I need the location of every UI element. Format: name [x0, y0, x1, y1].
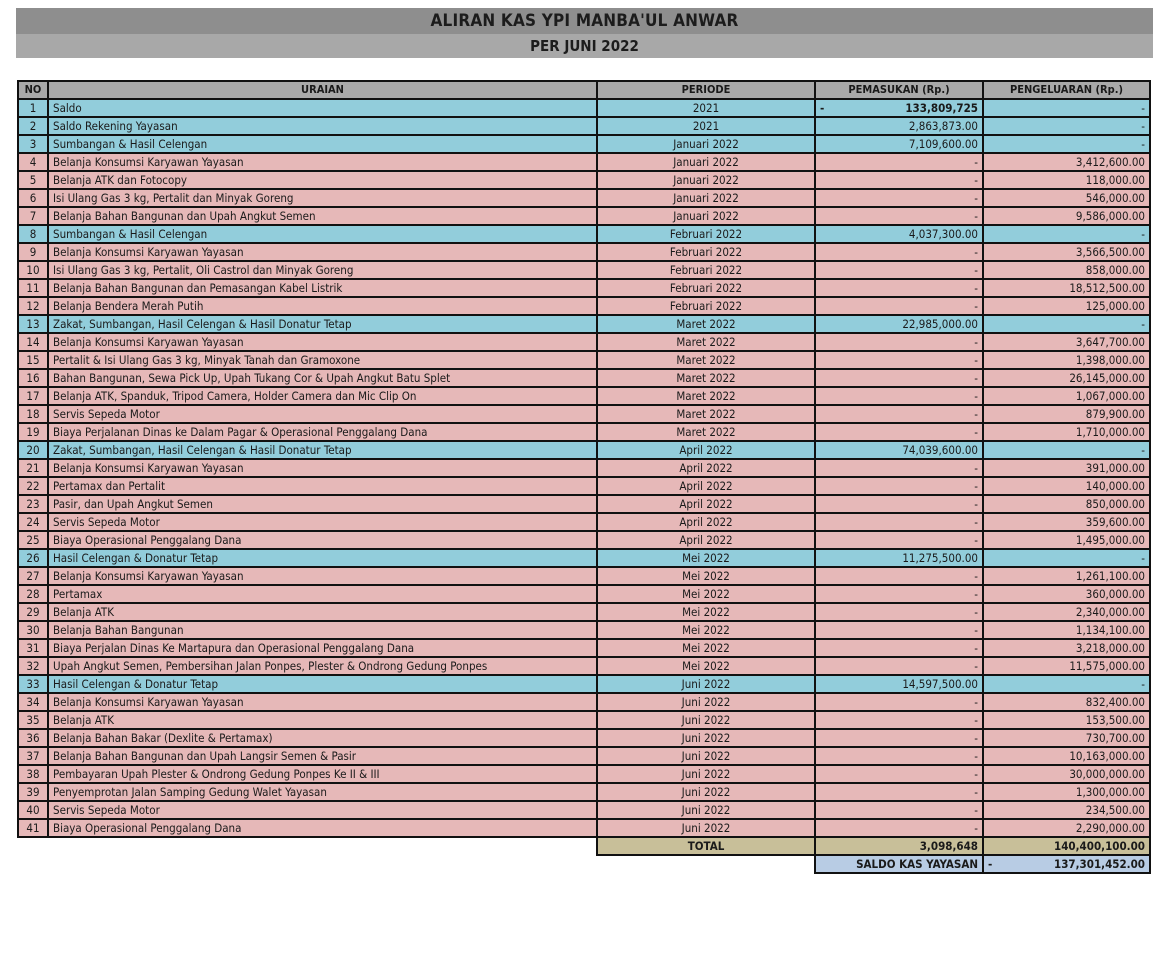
row-uraian: Pembayaran Upah Plester & Ondrong Gedung Ponpes Ke II & III [48, 765, 597, 783]
row-periode: Februari 2022 [597, 225, 815, 243]
row-pemasukan: - [815, 801, 983, 819]
row-pemasukan: 2,863,873.00 [815, 117, 983, 135]
row-periode: Mei 2022 [597, 567, 815, 585]
table-row [18, 621, 1150, 639]
row-pengeluaran: - [983, 99, 1150, 117]
row-pemasukan: - [815, 369, 983, 387]
row-no: 25 [18, 531, 48, 549]
table-row [18, 747, 1150, 765]
row-periode: Juni 2022 [597, 675, 815, 693]
table-row [18, 801, 1150, 819]
row-pemasukan: - [815, 693, 983, 711]
row-pemasukan [815, 99, 983, 117]
row-pengeluaran: 10,163,000.00 [983, 747, 1150, 765]
row-pemasukan: - [815, 387, 983, 405]
row-uraian: Biaya Operasional Penggalang Dana [48, 531, 597, 549]
row-pengeluaran: 858,000.00 [983, 261, 1150, 279]
table-row [18, 261, 1150, 279]
row-no: 18 [18, 405, 48, 423]
row-uraian: Servis Sepeda Motor [48, 513, 597, 531]
row-no: 30 [18, 621, 48, 639]
row-periode: Juni 2022 [597, 693, 815, 711]
row-pengeluaran: 359,600.00 [983, 513, 1150, 531]
row-pemasukan: - [815, 261, 983, 279]
row-no: 40 [18, 801, 48, 819]
row-pemasukan: - [815, 819, 983, 837]
row-pengeluaran: 30,000,000.00 [983, 765, 1150, 783]
row-uraian: Biaya Perjalanan Dinas ke Dalam Pagar & Operasional Penggalang Dana [48, 423, 597, 441]
row-pemasukan: - [815, 603, 983, 621]
row-pengeluaran: 832,400.00 [983, 693, 1150, 711]
row-no: 6 [18, 189, 48, 207]
row-pemasukan: - [815, 567, 983, 585]
table-row [18, 153, 1150, 171]
row-no: 19 [18, 423, 48, 441]
row-pengeluaran: 1,495,000.00 [983, 531, 1150, 549]
row-pemasukan: - [815, 171, 983, 189]
row-uraian: Belanja Bahan Bangunan [48, 621, 597, 639]
row-pengeluaran: - [983, 117, 1150, 135]
row-pengeluaran: 879,900.00 [983, 405, 1150, 423]
row-pemasukan: - [815, 657, 983, 675]
saldo-amount: 137,301,452.00 [1054, 857, 1145, 871]
row-periode: April 2022 [597, 477, 815, 495]
row-periode: Maret 2022 [597, 333, 815, 351]
table-row [18, 765, 1150, 783]
row-pemasukan: - [815, 243, 983, 261]
row-no: 16 [18, 369, 48, 387]
row-pengeluaran: 125,000.00 [983, 297, 1150, 315]
row-pemasukan: 14,597,500.00 [815, 675, 983, 693]
row-uraian: Belanja Bahan Bangunan dan Pemasangan Kabel Listrik [48, 279, 597, 297]
table-row [18, 819, 1150, 837]
table-row [18, 315, 1150, 333]
total-label: TOTAL [597, 837, 815, 855]
row-uraian: Servis Sepeda Motor [48, 801, 597, 819]
row-pemasukan: 4,037,300.00 [815, 225, 983, 243]
row-uraian: Bahan Bangunan, Sewa Pick Up, Upah Tukang Cor & Upah Angkut Batu Splet [48, 369, 597, 387]
row-pemasukan: - [815, 531, 983, 549]
table-row [18, 729, 1150, 747]
header-no: NO [18, 81, 48, 99]
row-pengeluaran: 1,261,100.00 [983, 567, 1150, 585]
row-periode: Mei 2022 [597, 621, 815, 639]
table-row [18, 189, 1150, 207]
row-pemasukan: 11,275,500.00 [815, 549, 983, 567]
table-row [18, 495, 1150, 513]
blank-cell [597, 855, 815, 873]
row-pengeluaran: 140,000.00 [983, 477, 1150, 495]
row-uraian: Belanja Konsumsi Karyawan Yayasan [48, 459, 597, 477]
table-row [18, 783, 1150, 801]
row-periode: Maret 2022 [597, 315, 815, 333]
table-row [18, 207, 1150, 225]
row-pengeluaran: 18,512,500.00 [983, 279, 1150, 297]
table-row [18, 351, 1150, 369]
row-pengeluaran: 9,586,000.00 [983, 207, 1150, 225]
row-pemasukan: - [815, 423, 983, 441]
row-pemasukan: - [815, 477, 983, 495]
row-pemasukan: - [815, 297, 983, 315]
row-no: 32 [18, 657, 48, 675]
row-pemasukan: - [815, 207, 983, 225]
row-pengeluaran: 11,575,000.00 [983, 657, 1150, 675]
row-periode: April 2022 [597, 459, 815, 477]
row-pemasukan: - [815, 405, 983, 423]
row-pengeluaran: 546,000.00 [983, 189, 1150, 207]
table-row [18, 279, 1150, 297]
row-periode: April 2022 [597, 513, 815, 531]
row-no: 9 [18, 243, 48, 261]
row-periode: April 2022 [597, 495, 815, 513]
header-pemasukan: PEMASUKAN (Rp.) [815, 81, 983, 99]
row-uraian: Upah Angkut Semen, Pembersihan Jalan Ponpes, Plester & Ondrong Gedung Ponpes [48, 657, 597, 675]
row-pengeluaran: 850,000.00 [983, 495, 1150, 513]
row-periode: Mei 2022 [597, 585, 815, 603]
row-uraian: Hasil Celengan & Donatur Tetap [48, 549, 597, 567]
table-row [18, 405, 1150, 423]
saldo-value [983, 855, 1150, 873]
row-periode: Februari 2022 [597, 261, 815, 279]
table-row [18, 225, 1150, 243]
row-uraian: Belanja Bahan Bakar (Dexlite & Pertamax) [48, 729, 597, 747]
table-row [18, 387, 1150, 405]
row-no: 22 [18, 477, 48, 495]
row-uraian: Belanja Bahan Bangunan dan Upah Angkut Semen [48, 207, 597, 225]
row-uraian: Belanja Konsumsi Karyawan Yayasan [48, 243, 597, 261]
row-periode: April 2022 [597, 531, 815, 549]
row-uraian: Belanja ATK, Spanduk, Tripod Camera, Holder Camera dan Mic Clip On [48, 387, 597, 405]
cash-flow-table [17, 80, 1151, 874]
row-pemasukan: - [815, 459, 983, 477]
row-no: 21 [18, 459, 48, 477]
row-pengeluaran: 3,647,700.00 [983, 333, 1150, 351]
row-uraian: Belanja Konsumsi Karyawan Yayasan [48, 693, 597, 711]
row-no: 39 [18, 783, 48, 801]
row-no: 33 [18, 675, 48, 693]
row-uraian: Pertamax [48, 585, 597, 603]
row-uraian: Hasil Celengan & Donatur Tetap [48, 675, 597, 693]
header-periode: PERIODE [597, 81, 815, 99]
row-periode: Januari 2022 [597, 207, 815, 225]
row-no: 38 [18, 765, 48, 783]
row-uraian: Penyemprotan Jalan Samping Gedung Walet Yayasan [48, 783, 597, 801]
row-periode: 2021 [597, 117, 815, 135]
table-row [18, 441, 1150, 459]
row-periode: Mei 2022 [597, 657, 815, 675]
pemasukan-prefix: - [820, 101, 825, 115]
table-row [18, 657, 1150, 675]
row-no: 11 [18, 279, 48, 297]
row-pengeluaran: 1,067,000.00 [983, 387, 1150, 405]
row-no: 8 [18, 225, 48, 243]
row-pengeluaran: - [983, 441, 1150, 459]
row-no: 13 [18, 315, 48, 333]
table-row [18, 297, 1150, 315]
row-pemasukan: - [815, 621, 983, 639]
row-uraian: Belanja ATK [48, 711, 597, 729]
row-periode: Juni 2022 [597, 747, 815, 765]
row-periode: 2021 [597, 99, 815, 117]
row-periode: Juni 2022 [597, 711, 815, 729]
row-no: 35 [18, 711, 48, 729]
blank-cell [18, 855, 48, 873]
table-row [18, 99, 1150, 117]
row-periode: Maret 2022 [597, 351, 815, 369]
row-no: 15 [18, 351, 48, 369]
row-periode: Maret 2022 [597, 405, 815, 423]
row-pemasukan: 74,039,600.00 [815, 441, 983, 459]
row-pengeluaran: 391,000.00 [983, 459, 1150, 477]
table-row [18, 639, 1150, 657]
row-pengeluaran: 26,145,000.00 [983, 369, 1150, 387]
row-no: 20 [18, 441, 48, 459]
pemasukan-amount: 133,809,725 [905, 101, 978, 115]
row-uraian: Pasir, dan Upah Angkut Semen [48, 495, 597, 513]
row-periode: Februari 2022 [597, 279, 815, 297]
row-pengeluaran: - [983, 549, 1150, 567]
row-pengeluaran: 360,000.00 [983, 585, 1150, 603]
row-no: 37 [18, 747, 48, 765]
report-subtitle: PER JUNI 2022 [16, 34, 1153, 58]
row-no: 4 [18, 153, 48, 171]
row-pengeluaran: 1,300,000.00 [983, 783, 1150, 801]
row-pengeluaran: 234,500.00 [983, 801, 1150, 819]
row-no: 23 [18, 495, 48, 513]
saldo-prefix: - [988, 857, 993, 871]
row-periode: Januari 2022 [597, 135, 815, 153]
row-no: 5 [18, 171, 48, 189]
header-uraian: URAIAN [48, 81, 597, 99]
row-pemasukan: 7,109,600.00 [815, 135, 983, 153]
table-row [18, 117, 1150, 135]
row-periode: Juni 2022 [597, 819, 815, 837]
row-uraian: Belanja Konsumsi Karyawan Yayasan [48, 153, 597, 171]
row-pemasukan: - [815, 153, 983, 171]
row-uraian: Saldo Rekening Yayasan [48, 117, 597, 135]
row-pemasukan: - [815, 639, 983, 657]
table-row [18, 135, 1150, 153]
row-pengeluaran: 2,340,000.00 [983, 603, 1150, 621]
row-no: 14 [18, 333, 48, 351]
row-pengeluaran: 3,412,600.00 [983, 153, 1150, 171]
row-no: 29 [18, 603, 48, 621]
row-uraian: Sumbangan & Hasil Celengan [48, 225, 597, 243]
row-no: 17 [18, 387, 48, 405]
row-pengeluaran: - [983, 675, 1150, 693]
row-periode: Maret 2022 [597, 369, 815, 387]
row-pemasukan: - [815, 513, 983, 531]
row-uraian: Belanja Bendera Merah Putih [48, 297, 597, 315]
row-uraian: Belanja Bahan Bangunan dan Upah Langsir Semen & Pasir [48, 747, 597, 765]
row-pemasukan: - [815, 189, 983, 207]
row-uraian: Belanja Konsumsi Karyawan Yayasan [48, 567, 597, 585]
row-pengeluaran: - [983, 315, 1150, 333]
row-pengeluaran: 1,398,000.00 [983, 351, 1150, 369]
row-no: 41 [18, 819, 48, 837]
row-periode: Maret 2022 [597, 423, 815, 441]
row-uraian: Isi Ulang Gas 3 kg, Pertalit, Oli Castrol dan Minyak Goreng [48, 261, 597, 279]
table-row [18, 693, 1150, 711]
blank-cell [48, 837, 597, 855]
row-no: 1 [18, 99, 48, 117]
saldo-row [18, 855, 1150, 873]
row-no: 28 [18, 585, 48, 603]
row-uraian: Biaya Perjalan Dinas Ke Martapura dan Operasional Penggalang Dana [48, 639, 597, 657]
row-uraian: Pertalit & Isi Ulang Gas 3 kg, Minyak Tanah dan Gramoxone [48, 351, 597, 369]
row-no: 34 [18, 693, 48, 711]
row-pengeluaran: 153,500.00 [983, 711, 1150, 729]
row-periode: Mei 2022 [597, 603, 815, 621]
table-body [18, 99, 1150, 837]
row-pengeluaran: 3,566,500.00 [983, 243, 1150, 261]
row-pemasukan: - [815, 729, 983, 747]
table-row [18, 585, 1150, 603]
row-pemasukan: - [815, 351, 983, 369]
table-row [18, 513, 1150, 531]
row-pemasukan: - [815, 333, 983, 351]
row-pengeluaran: 2,290,000.00 [983, 819, 1150, 837]
row-no: 36 [18, 729, 48, 747]
row-periode: Juni 2022 [597, 801, 815, 819]
row-no: 26 [18, 549, 48, 567]
row-periode: Mei 2022 [597, 639, 815, 657]
table-row [18, 549, 1150, 567]
row-uraian: Isi Ulang Gas 3 kg, Pertalit dan Minyak Goreng [48, 189, 597, 207]
row-pengeluaran: 1,134,100.00 [983, 621, 1150, 639]
row-periode: Januari 2022 [597, 171, 815, 189]
row-periode: Februari 2022 [597, 297, 815, 315]
total-row [18, 837, 1150, 855]
saldo-label: SALDO KAS YAYASAN [815, 855, 983, 873]
row-uraian: Pertamax dan Pertalit [48, 477, 597, 495]
table-row [18, 567, 1150, 585]
row-uraian: Zakat, Sumbangan, Hasil Celengan & Hasil Donatur Tetap [48, 315, 597, 333]
row-pemasukan: - [815, 711, 983, 729]
row-periode: Juni 2022 [597, 783, 815, 801]
total-pengeluaran: 140,400,100.00 [983, 837, 1150, 855]
row-pemasukan: - [815, 765, 983, 783]
row-periode: Mei 2022 [597, 549, 815, 567]
row-pemasukan: - [815, 747, 983, 765]
row-pengeluaran: 1,710,000.00 [983, 423, 1150, 441]
row-pemasukan: - [815, 495, 983, 513]
row-pengeluaran: - [983, 225, 1150, 243]
row-pemasukan: - [815, 279, 983, 297]
table-row [18, 675, 1150, 693]
row-no: 7 [18, 207, 48, 225]
table-row [18, 477, 1150, 495]
table-header-row [18, 81, 1150, 99]
blank-cell [48, 855, 597, 873]
row-no: 3 [18, 135, 48, 153]
table-row [18, 369, 1150, 387]
row-periode: Januari 2022 [597, 153, 815, 171]
row-periode: Juni 2022 [597, 765, 815, 783]
row-uraian: Belanja Konsumsi Karyawan Yayasan [48, 333, 597, 351]
row-pengeluaran: - [983, 135, 1150, 153]
row-periode: April 2022 [597, 441, 815, 459]
row-pengeluaran: 3,218,000.00 [983, 639, 1150, 657]
row-no: 27 [18, 567, 48, 585]
total-pemasukan: 3,098,648 [815, 837, 983, 855]
row-uraian: Biaya Operasional Penggalang Dana [48, 819, 597, 837]
row-pengeluaran: 118,000.00 [983, 171, 1150, 189]
table-row [18, 459, 1150, 477]
table-row [18, 711, 1150, 729]
table-row [18, 171, 1150, 189]
row-no: 31 [18, 639, 48, 657]
table-row [18, 531, 1150, 549]
row-periode: Januari 2022 [597, 189, 815, 207]
row-uraian: Sumbangan & Hasil Celengan [48, 135, 597, 153]
row-periode: Maret 2022 [597, 387, 815, 405]
row-uraian: Belanja ATK dan Fotocopy [48, 171, 597, 189]
row-uraian: Servis Sepeda Motor [48, 405, 597, 423]
table-row [18, 333, 1150, 351]
row-periode: Juni 2022 [597, 729, 815, 747]
blank-cell [18, 837, 48, 855]
row-pengeluaran: 730,700.00 [983, 729, 1150, 747]
row-periode: Februari 2022 [597, 243, 815, 261]
table-row [18, 423, 1150, 441]
row-no: 10 [18, 261, 48, 279]
row-pemasukan: - [815, 783, 983, 801]
row-pemasukan: - [815, 585, 983, 603]
row-no: 24 [18, 513, 48, 531]
header-pengeluaran: PENGELUARAN (Rp.) [983, 81, 1150, 99]
row-no: 12 [18, 297, 48, 315]
row-uraian: Saldo [48, 99, 597, 117]
row-uraian: Belanja ATK [48, 603, 597, 621]
table-row [18, 603, 1150, 621]
row-pemasukan: 22,985,000.00 [815, 315, 983, 333]
report-title: ALIRAN KAS YPI MANBA'UL ANWAR [16, 8, 1153, 34]
row-uraian: Zakat, Sumbangan, Hasil Celengan & Hasil Donatur Tetap [48, 441, 597, 459]
row-no: 2 [18, 117, 48, 135]
table-row [18, 243, 1150, 261]
